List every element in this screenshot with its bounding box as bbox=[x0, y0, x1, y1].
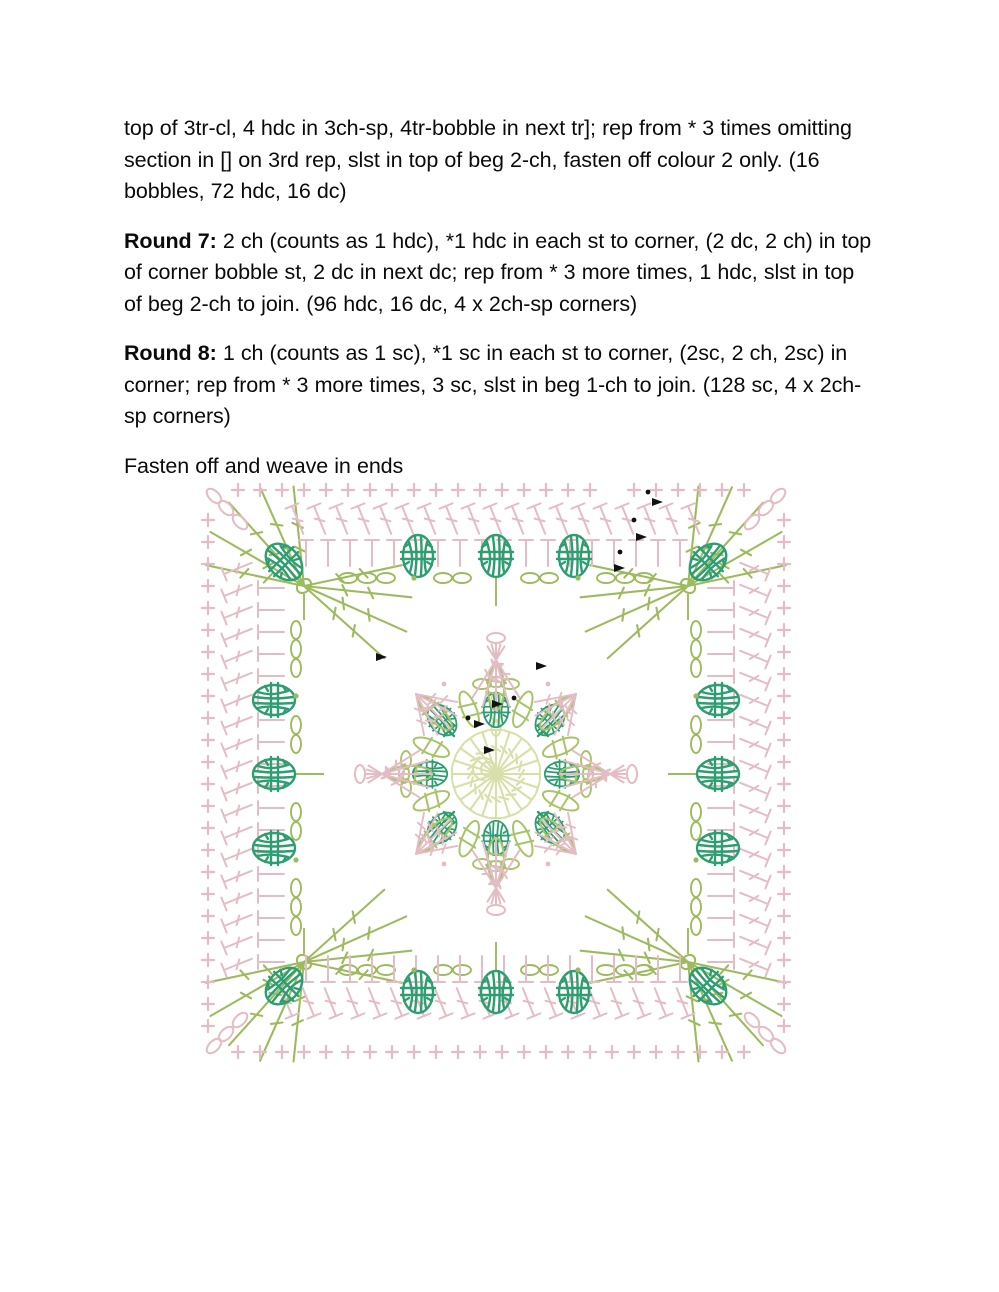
paragraph-round7 bbox=[124, 226, 876, 321]
round-8-label: Round 8: bbox=[124, 341, 217, 365]
paragraph-text: Fasten off and weave in ends bbox=[124, 453, 404, 478]
paragraph-text: 2 ch (counts as 1 hdc), *1 hdc in each st to corner, (2 dc, 2 ch) in top of corner bobble st, 2 dc in next dc; rep from * 3 more times, 1 hdc, slst in top of beg 2-ch to join. (96 hdc, 16 dc, 4 x 2ch-sp corners) bbox=[124, 228, 872, 316]
paragraph-text: top of 3tr-cl, 4 hdc in 3ch-sp, 4tr-bobble in next tr]; rep from * 3 times omitting section in [] on 3rd rep, slst in top of beg 2-ch, fasten off colour 2 only. (16 bobbles, 72 hdc, 16 dc) bbox=[124, 116, 852, 203]
paragraph-text: 1 ch (counts as 1 sc), *1 sc in each st to corner, (2sc, 2 ch, 2sc) in corner; rep from * 3 more times, 3 sc, slst in beg 1-ch to join. (128 sc, 4 x 2ch-sp corners) bbox=[124, 341, 862, 428]
chart-svg bbox=[196, 478, 796, 1070]
round-7-label: Round 7: bbox=[124, 228, 217, 253]
crochet-stitch-chart bbox=[196, 478, 796, 1070]
paragraph-round8 bbox=[124, 338, 876, 433]
paragraph-round6-continued bbox=[124, 113, 876, 208]
pattern-text-block bbox=[124, 113, 876, 482]
round-2-centre-hdc-spokes bbox=[452, 730, 540, 818]
